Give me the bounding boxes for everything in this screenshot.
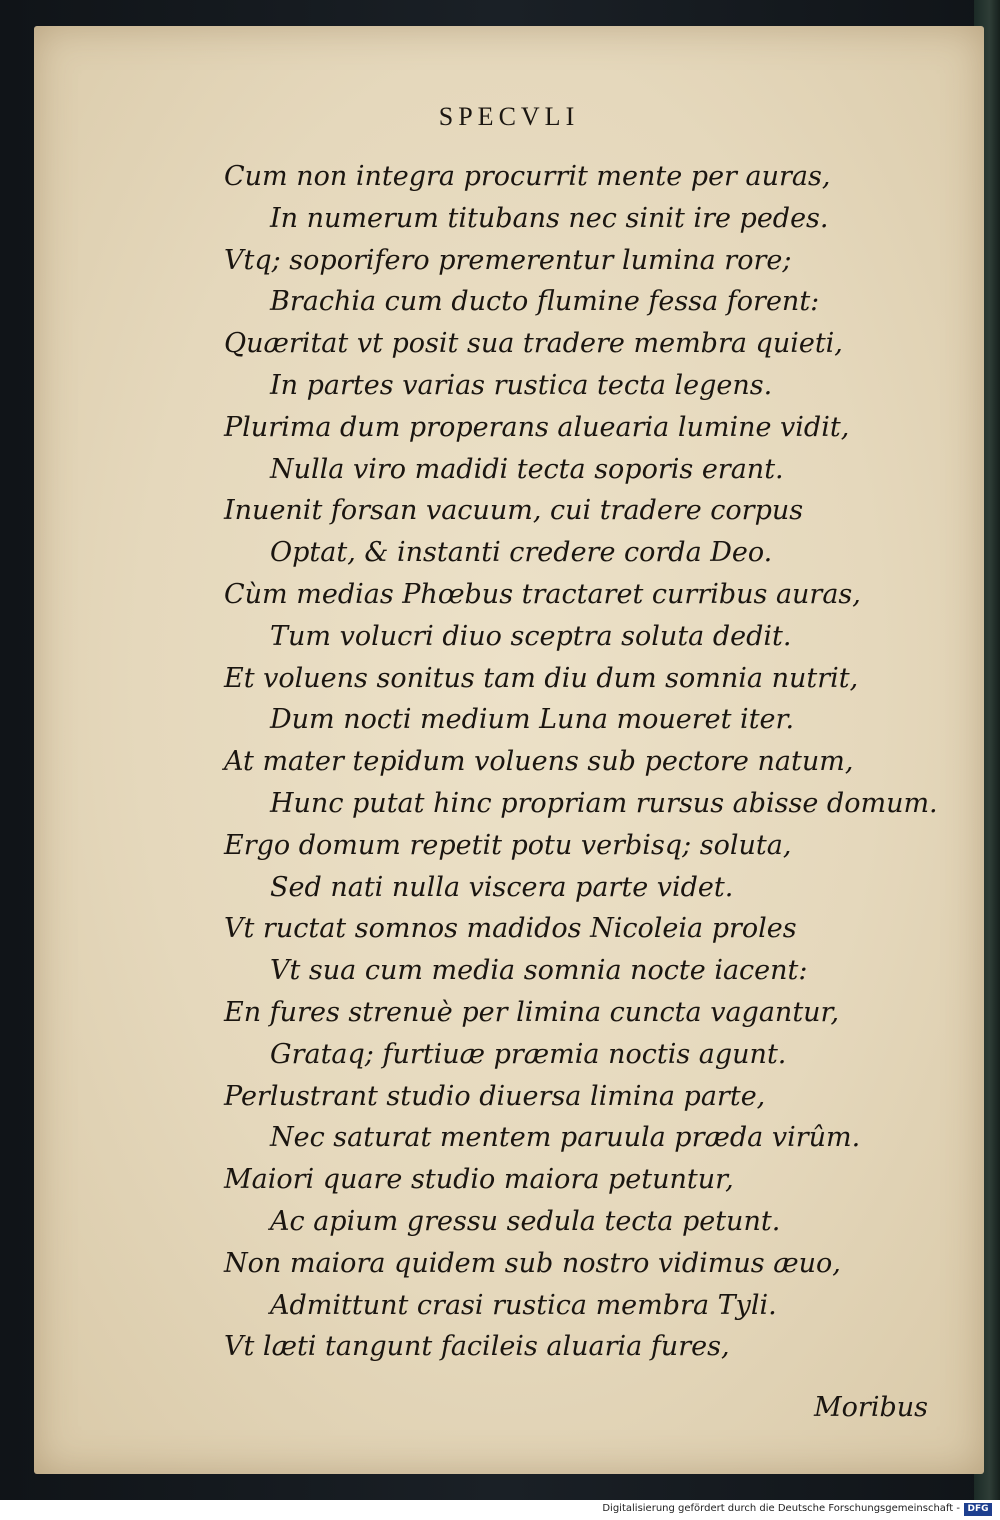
verse-line: Nec saturat mentem paruula præda virûm. bbox=[270, 1122, 861, 1154]
verse-line: En fures strenuè per limina cuncta vagantur, bbox=[224, 996, 840, 1028]
verse-line: Maiori quare studio maiora petuntur, bbox=[224, 1164, 734, 1196]
verse-line: Inuenit forsan vacuum, cui tradere corpus bbox=[224, 495, 804, 527]
verse-line: Vt sua cum media somnia nocte iacent: bbox=[270, 955, 808, 987]
verse-line: Vtq; soporifero premerentur lumina rore; bbox=[224, 244, 792, 276]
verse-line: Hunc putat hinc propriam rursus abisse domum. bbox=[270, 787, 938, 819]
verse-line: Optat, & instanti credere corda Deo. bbox=[270, 537, 773, 569]
verse-block bbox=[224, 156, 944, 1368]
verse-line: Vt ructat somnos madidos Nicoleia proles bbox=[224, 913, 797, 945]
verse-line: In partes varias rustica tecta legens. bbox=[270, 369, 773, 401]
verse-line: At mater tepidum voluens sub pectore natum, bbox=[224, 746, 854, 778]
verse-line: Brachia cum ducto flumine fessa forent: bbox=[270, 286, 820, 318]
book-page bbox=[34, 26, 984, 1474]
verse-line: Tum volucri diuo sceptra soluta dedit. bbox=[270, 620, 792, 652]
verse-line: Ergo domum repetit potu verbisq; soluta, bbox=[224, 829, 792, 861]
verse-line: Sed nati nulla viscera parte videt. bbox=[270, 871, 734, 903]
verse-line: Cùm medias Phœbus tractaret curribus auras, bbox=[224, 578, 861, 610]
running-head: SPECVLI bbox=[438, 102, 580, 131]
dfg-logo: DFG bbox=[964, 1503, 992, 1516]
verse-line: In numerum titubans nec sinit ire pedes. bbox=[270, 202, 829, 234]
catchword: Moribus bbox=[814, 1392, 928, 1423]
verse-line: Vt læti tangunt facileis aluaria fures, bbox=[224, 1331, 730, 1363]
verse-line: Et voluens sonitus tam diu dum somnia nutrit, bbox=[224, 662, 859, 694]
verse-line: Grataq; furtiuæ præmia noctis agunt. bbox=[270, 1038, 787, 1070]
verse-line: Admittunt crasi rustica membra Tyli. bbox=[270, 1289, 777, 1321]
verse-line: Non maiora quidem sub nostro vidimus æuo, bbox=[224, 1247, 841, 1279]
verse-line: Nulla viro madidi tecta soporis erant. bbox=[270, 453, 784, 485]
funding-note: Digitalisierung gefördert durch die Deutsche Forschungsgemeinschaft - bbox=[602, 1503, 960, 1514]
verse-line: Dum nocti medium Luna moueret iter. bbox=[270, 704, 795, 736]
verse-line: Perlustrant studio diuersa limina parte, bbox=[224, 1080, 766, 1112]
verse-line: Cum non integra procurrit mente per auras, bbox=[224, 161, 831, 192]
verse-line: Ac apium gressu sedula tecta petunt. bbox=[270, 1205, 781, 1237]
verse-line: Quæritat vt posit sua tradere membra quieti, bbox=[224, 328, 843, 360]
verse-line: Plurima dum properans aluearia lumine vidit, bbox=[224, 411, 850, 443]
